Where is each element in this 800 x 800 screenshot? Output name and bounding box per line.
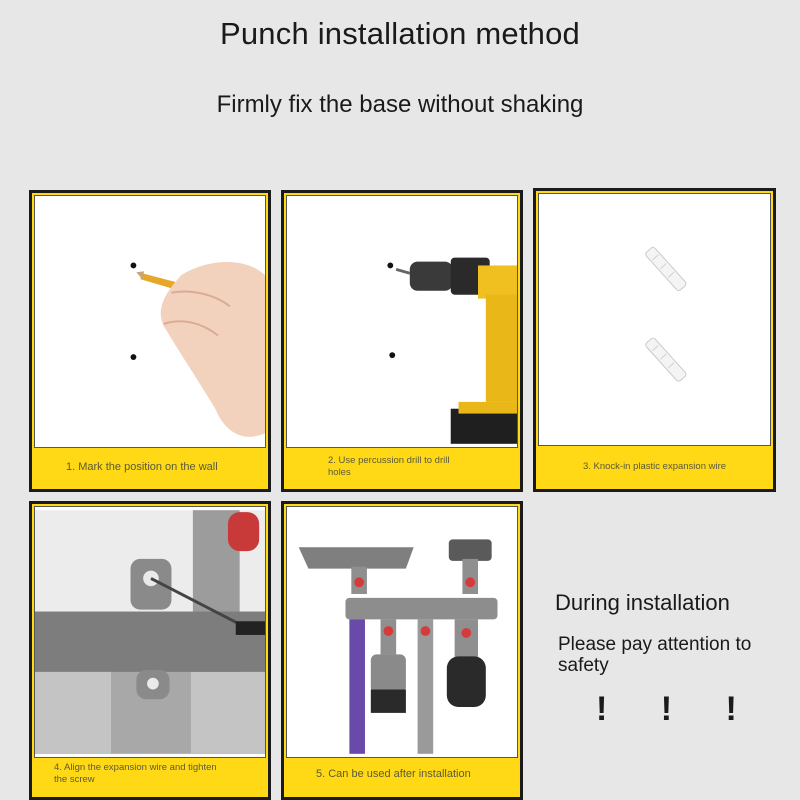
page-subtitle: Firmly fix the base without shaking xyxy=(216,91,584,118)
safety-text: Please pay attention to safety xyxy=(558,634,752,676)
step-1-caption: 1. Mark the position on the wall xyxy=(66,460,218,473)
step-2-caption: 2. Use percussion drill to drill holes xyxy=(328,454,450,478)
step-3-caption: 3. Knock-in plastic expansion wire xyxy=(582,460,727,472)
step-card-5 xyxy=(281,501,523,800)
step-card-3 xyxy=(533,188,776,492)
screwdriver-bracket-icon xyxy=(35,507,265,757)
step-5-illustration xyxy=(287,507,517,757)
step-4-caption: 4. Align the expansion wire and tighten the screw xyxy=(54,762,217,785)
page-title: Punch installation method xyxy=(219,16,580,51)
step-4-illustration xyxy=(35,507,265,757)
power-drill-icon xyxy=(287,196,517,447)
vacuum-holder-icon xyxy=(287,507,517,757)
safety-heading: During installation xyxy=(555,590,730,615)
step-3-illustration xyxy=(539,194,770,445)
wall-plug-icon xyxy=(539,194,770,445)
step-card-4 xyxy=(29,501,271,800)
exclamation-marks: ! ! ! xyxy=(596,690,759,728)
step-5-caption: 5. Can be used after installation xyxy=(316,768,471,780)
step-2-illustration xyxy=(287,196,517,447)
pencil-marking-icon xyxy=(35,196,265,447)
step-card-1 xyxy=(29,190,271,492)
step-1-illustration xyxy=(35,196,265,447)
safety-notice xyxy=(530,590,790,729)
step-card-2 xyxy=(281,190,523,492)
